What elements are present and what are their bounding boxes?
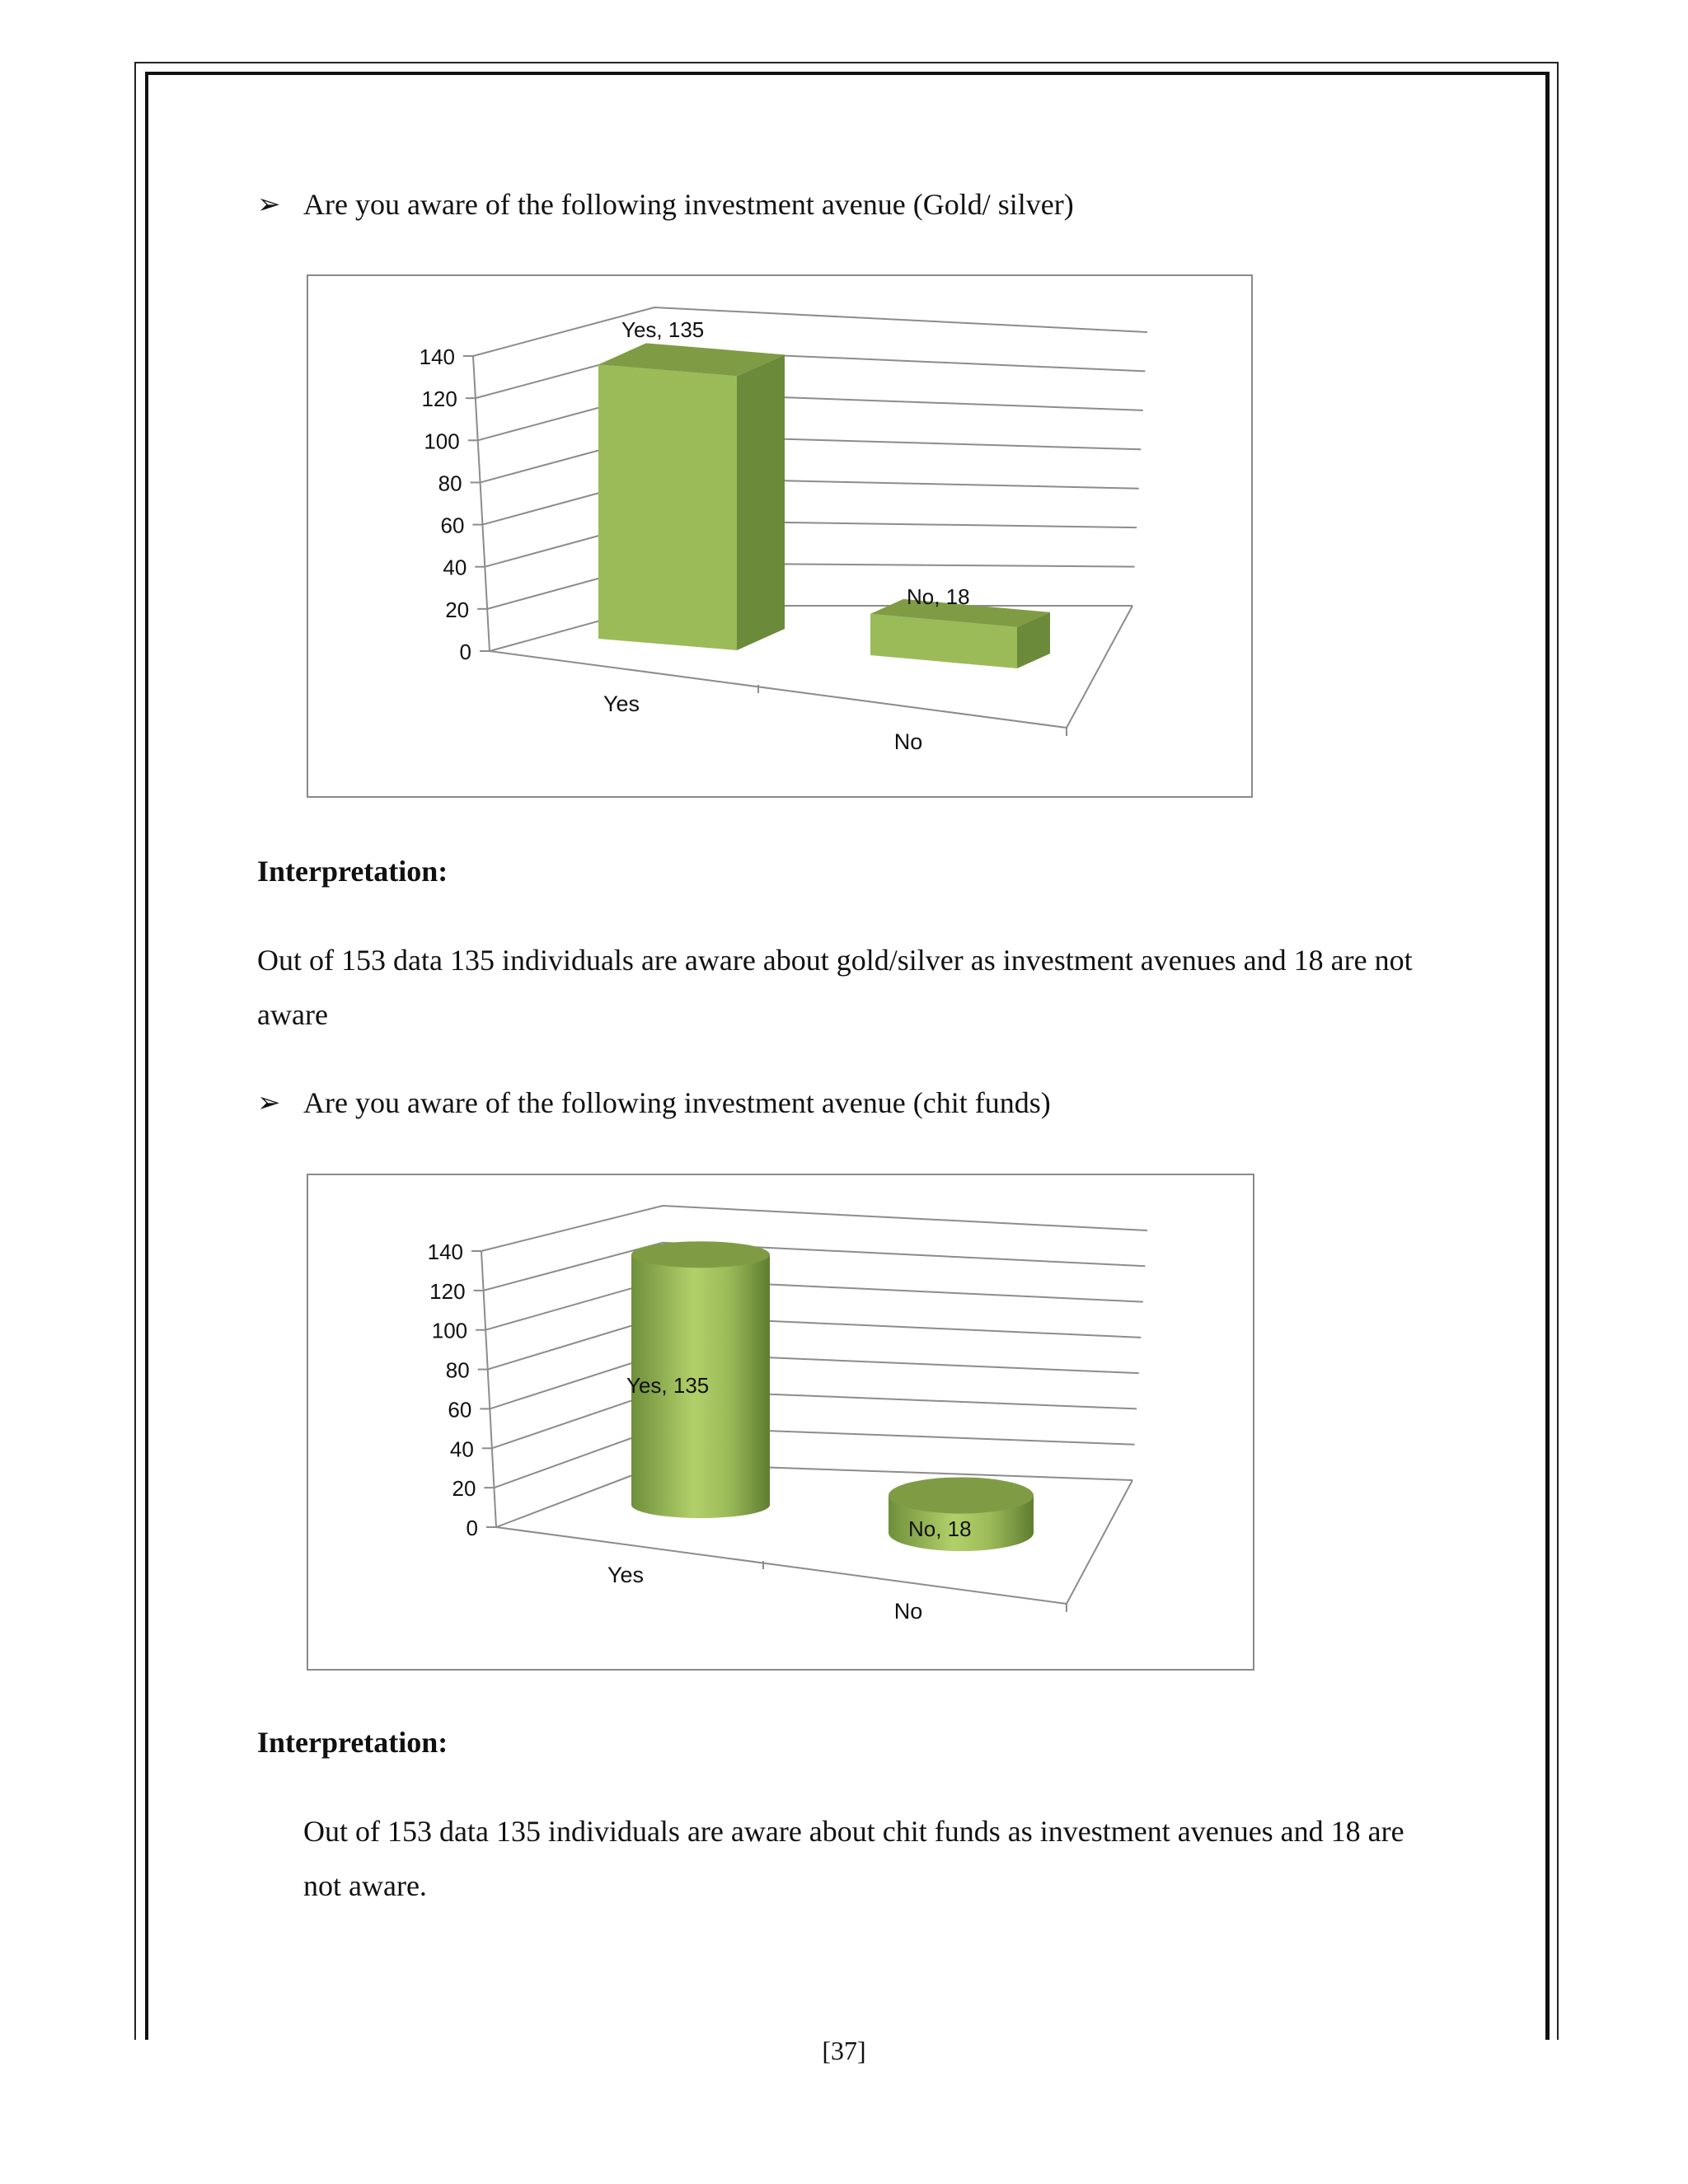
y-tick-label-4: 80 [438, 471, 462, 496]
gridline-3 [482, 478, 1138, 525]
data-label-yes: Yes, 135 [621, 317, 705, 342]
gridline-7 [481, 1206, 1147, 1251]
bar-yes-front [598, 364, 737, 650]
y-tick-label-5: 100 [431, 1318, 468, 1343]
y-tick-label-2: 40 [449, 1436, 474, 1462]
floor-edge [496, 1480, 1132, 1604]
bar-yes-side [737, 354, 785, 650]
gridline-1 [494, 1427, 1134, 1488]
x-category-label-yes: Yes [607, 1563, 645, 1587]
chart-chit-funds [307, 1174, 1254, 1671]
question-chit-funds: Are you aware of the following investment avenue (chit funds) [303, 1086, 1051, 1119]
gridline-4 [488, 1316, 1142, 1369]
data-label-no: No, 18 [908, 1516, 972, 1541]
bar-no-top [889, 1477, 1034, 1513]
y-tick-label-3: 60 [448, 1397, 472, 1422]
question-gold-silver: Are you aware of the following investment avenue (Gold/ silver) [303, 188, 1074, 221]
gridline-7 [473, 307, 1147, 356]
interpretation-text-2: Out of 153 data 135 individuals are aware about chit funds as investment avenues and 18 are not aware. [303, 1815, 1404, 1902]
chart-chit-funds-svg [308, 1175, 1256, 1672]
y-tick-label-2: 40 [443, 555, 467, 580]
bar-yes-top [631, 1241, 770, 1268]
gridline-3 [490, 1353, 1138, 1409]
y-tick-label-4: 80 [445, 1357, 470, 1383]
arrow-bullet-icon: ➢ [257, 1086, 281, 1119]
y-tick-label-0: 0 [466, 1516, 478, 1540]
gridline-5 [478, 392, 1143, 440]
gridline-2 [492, 1390, 1137, 1449]
y-tick-label-0: 0 [459, 640, 471, 664]
y-tick-label-7: 140 [419, 344, 455, 369]
gridline-0 [496, 1464, 1132, 1527]
y-tick-label-5: 100 [424, 429, 460, 454]
y-tick-label-6: 120 [429, 1278, 466, 1304]
y-tick-label-6: 120 [421, 387, 457, 412]
chart-gold-silver-svg [308, 276, 1254, 799]
y-tick-label-7: 140 [427, 1240, 463, 1264]
y-tick-label-3: 60 [440, 513, 465, 538]
gridline-6 [484, 1243, 1146, 1291]
chart-gold-silver [307, 274, 1253, 798]
gridline-1 [487, 563, 1134, 609]
y-axis-line [481, 1251, 496, 1527]
x-category-label-no: No [893, 729, 923, 754]
y-axis-line [473, 356, 490, 651]
interpretation-heading-1: Interpretation: [257, 855, 448, 888]
y-tick-label-1: 20 [452, 1476, 476, 1502]
interpretation-heading-2: Interpretation: [257, 1726, 448, 1759]
arrow-bullet-icon: ➢ [257, 188, 281, 221]
x-category-label-yes: Yes [603, 691, 640, 716]
interpretation-text-1: Out of 153 data 135 individuals are aware about gold/silver as investment avenues and 18 are not aware [257, 944, 1413, 1031]
gridline-4 [481, 435, 1142, 482]
data-label-no: No, 18 [907, 584, 970, 609]
data-label-yes: Yes, 135 [626, 1373, 710, 1398]
gridline-2 [485, 521, 1137, 567]
page-number: [37] [822, 2036, 866, 2065]
gridline-6 [476, 350, 1146, 398]
y-tick-label-1: 20 [445, 597, 470, 622]
x-category-label-no: No [893, 1599, 923, 1624]
